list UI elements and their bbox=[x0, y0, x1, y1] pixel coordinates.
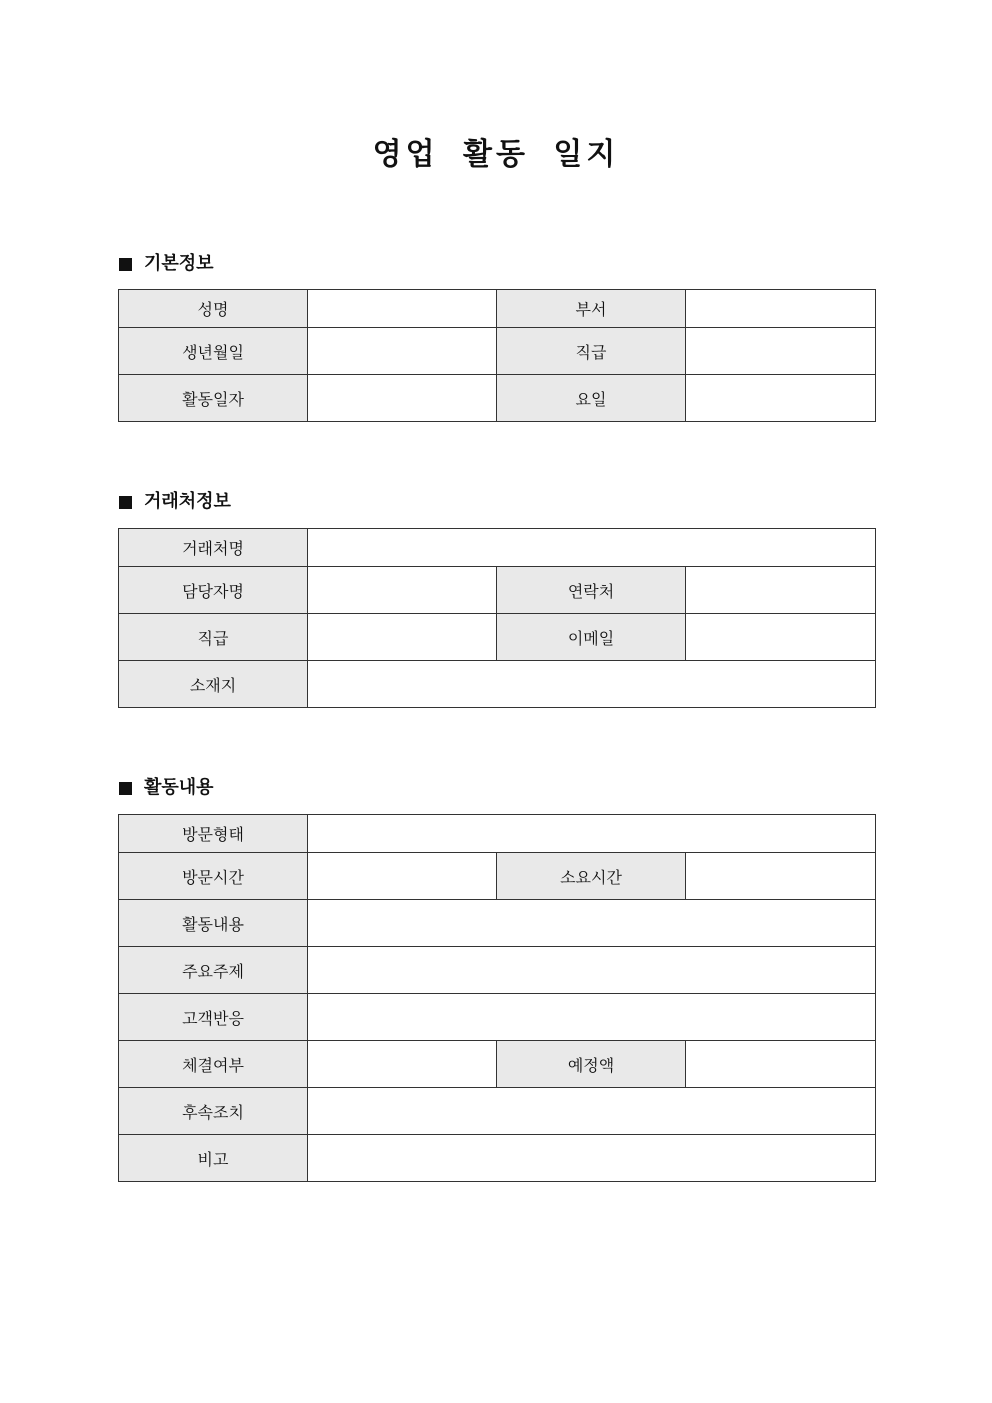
section-heading-basic bbox=[119, 252, 214, 276]
field-visit-type[interactable] bbox=[308, 815, 876, 853]
field-email[interactable] bbox=[686, 614, 876, 661]
label-activity-date: 활동일자 bbox=[119, 375, 308, 422]
label-follow-up: 후속조치 bbox=[119, 1088, 308, 1135]
field-expected-amount[interactable] bbox=[686, 1041, 876, 1088]
section-heading-activity bbox=[119, 776, 214, 800]
section-heading-client-label: 거래처정보 bbox=[144, 491, 231, 512]
label-contact-person: 담당자명 bbox=[119, 567, 308, 614]
label-contract-status: 체결여부 bbox=[119, 1041, 308, 1088]
label-birthdate: 생년월일 bbox=[119, 328, 308, 375]
label-name: 성명 bbox=[119, 290, 308, 328]
label-customer-reaction: 고객반응 bbox=[119, 994, 308, 1041]
label-expected-amount: 예정액 bbox=[497, 1041, 686, 1088]
field-duration[interactable] bbox=[686, 853, 876, 900]
field-name[interactable] bbox=[308, 290, 497, 328]
document-title: 영업 활동 일지 bbox=[372, 137, 620, 172]
basic-info-table bbox=[118, 289, 876, 422]
field-contact[interactable] bbox=[686, 567, 876, 614]
field-client-position[interactable] bbox=[308, 614, 497, 661]
activity-table bbox=[118, 814, 876, 1182]
label-contact: 연락처 bbox=[497, 567, 686, 614]
field-main-topic[interactable] bbox=[308, 947, 876, 994]
field-contract-status[interactable] bbox=[308, 1041, 497, 1088]
field-customer-reaction[interactable] bbox=[308, 994, 876, 1041]
square-bullet-icon bbox=[119, 782, 132, 795]
field-location[interactable] bbox=[308, 661, 876, 708]
client-info-table bbox=[118, 528, 876, 708]
field-activity-date[interactable] bbox=[308, 375, 497, 422]
label-weekday: 요일 bbox=[497, 375, 686, 422]
label-visit-time: 방문시간 bbox=[119, 853, 308, 900]
field-weekday[interactable] bbox=[686, 375, 876, 422]
label-position: 직급 bbox=[497, 328, 686, 375]
label-main-topic: 주요주제 bbox=[119, 947, 308, 994]
square-bullet-icon bbox=[119, 496, 132, 509]
label-client-name: 거래처명 bbox=[119, 529, 308, 567]
field-position[interactable] bbox=[686, 328, 876, 375]
field-birthdate[interactable] bbox=[308, 328, 497, 375]
field-department[interactable] bbox=[686, 290, 876, 328]
label-duration: 소요시간 bbox=[497, 853, 686, 900]
label-client-position: 직급 bbox=[119, 614, 308, 661]
field-follow-up[interactable] bbox=[308, 1088, 876, 1135]
label-location: 소재지 bbox=[119, 661, 308, 708]
label-email: 이메일 bbox=[497, 614, 686, 661]
field-contact-person[interactable] bbox=[308, 567, 497, 614]
field-visit-time[interactable] bbox=[308, 853, 497, 900]
label-visit-type: 방문형태 bbox=[119, 815, 308, 853]
square-bullet-icon bbox=[119, 258, 132, 271]
label-remarks: 비고 bbox=[119, 1135, 308, 1182]
field-client-name[interactable] bbox=[308, 529, 876, 567]
section-heading-basic-label: 기본정보 bbox=[144, 253, 214, 274]
section-heading-activity-label: 활동내용 bbox=[144, 777, 214, 798]
field-activity-content[interactable] bbox=[308, 900, 876, 947]
label-activity-content: 활동내용 bbox=[119, 900, 308, 947]
field-remarks[interactable] bbox=[308, 1135, 876, 1182]
section-heading-client bbox=[119, 490, 231, 514]
label-department: 부서 bbox=[497, 290, 686, 328]
